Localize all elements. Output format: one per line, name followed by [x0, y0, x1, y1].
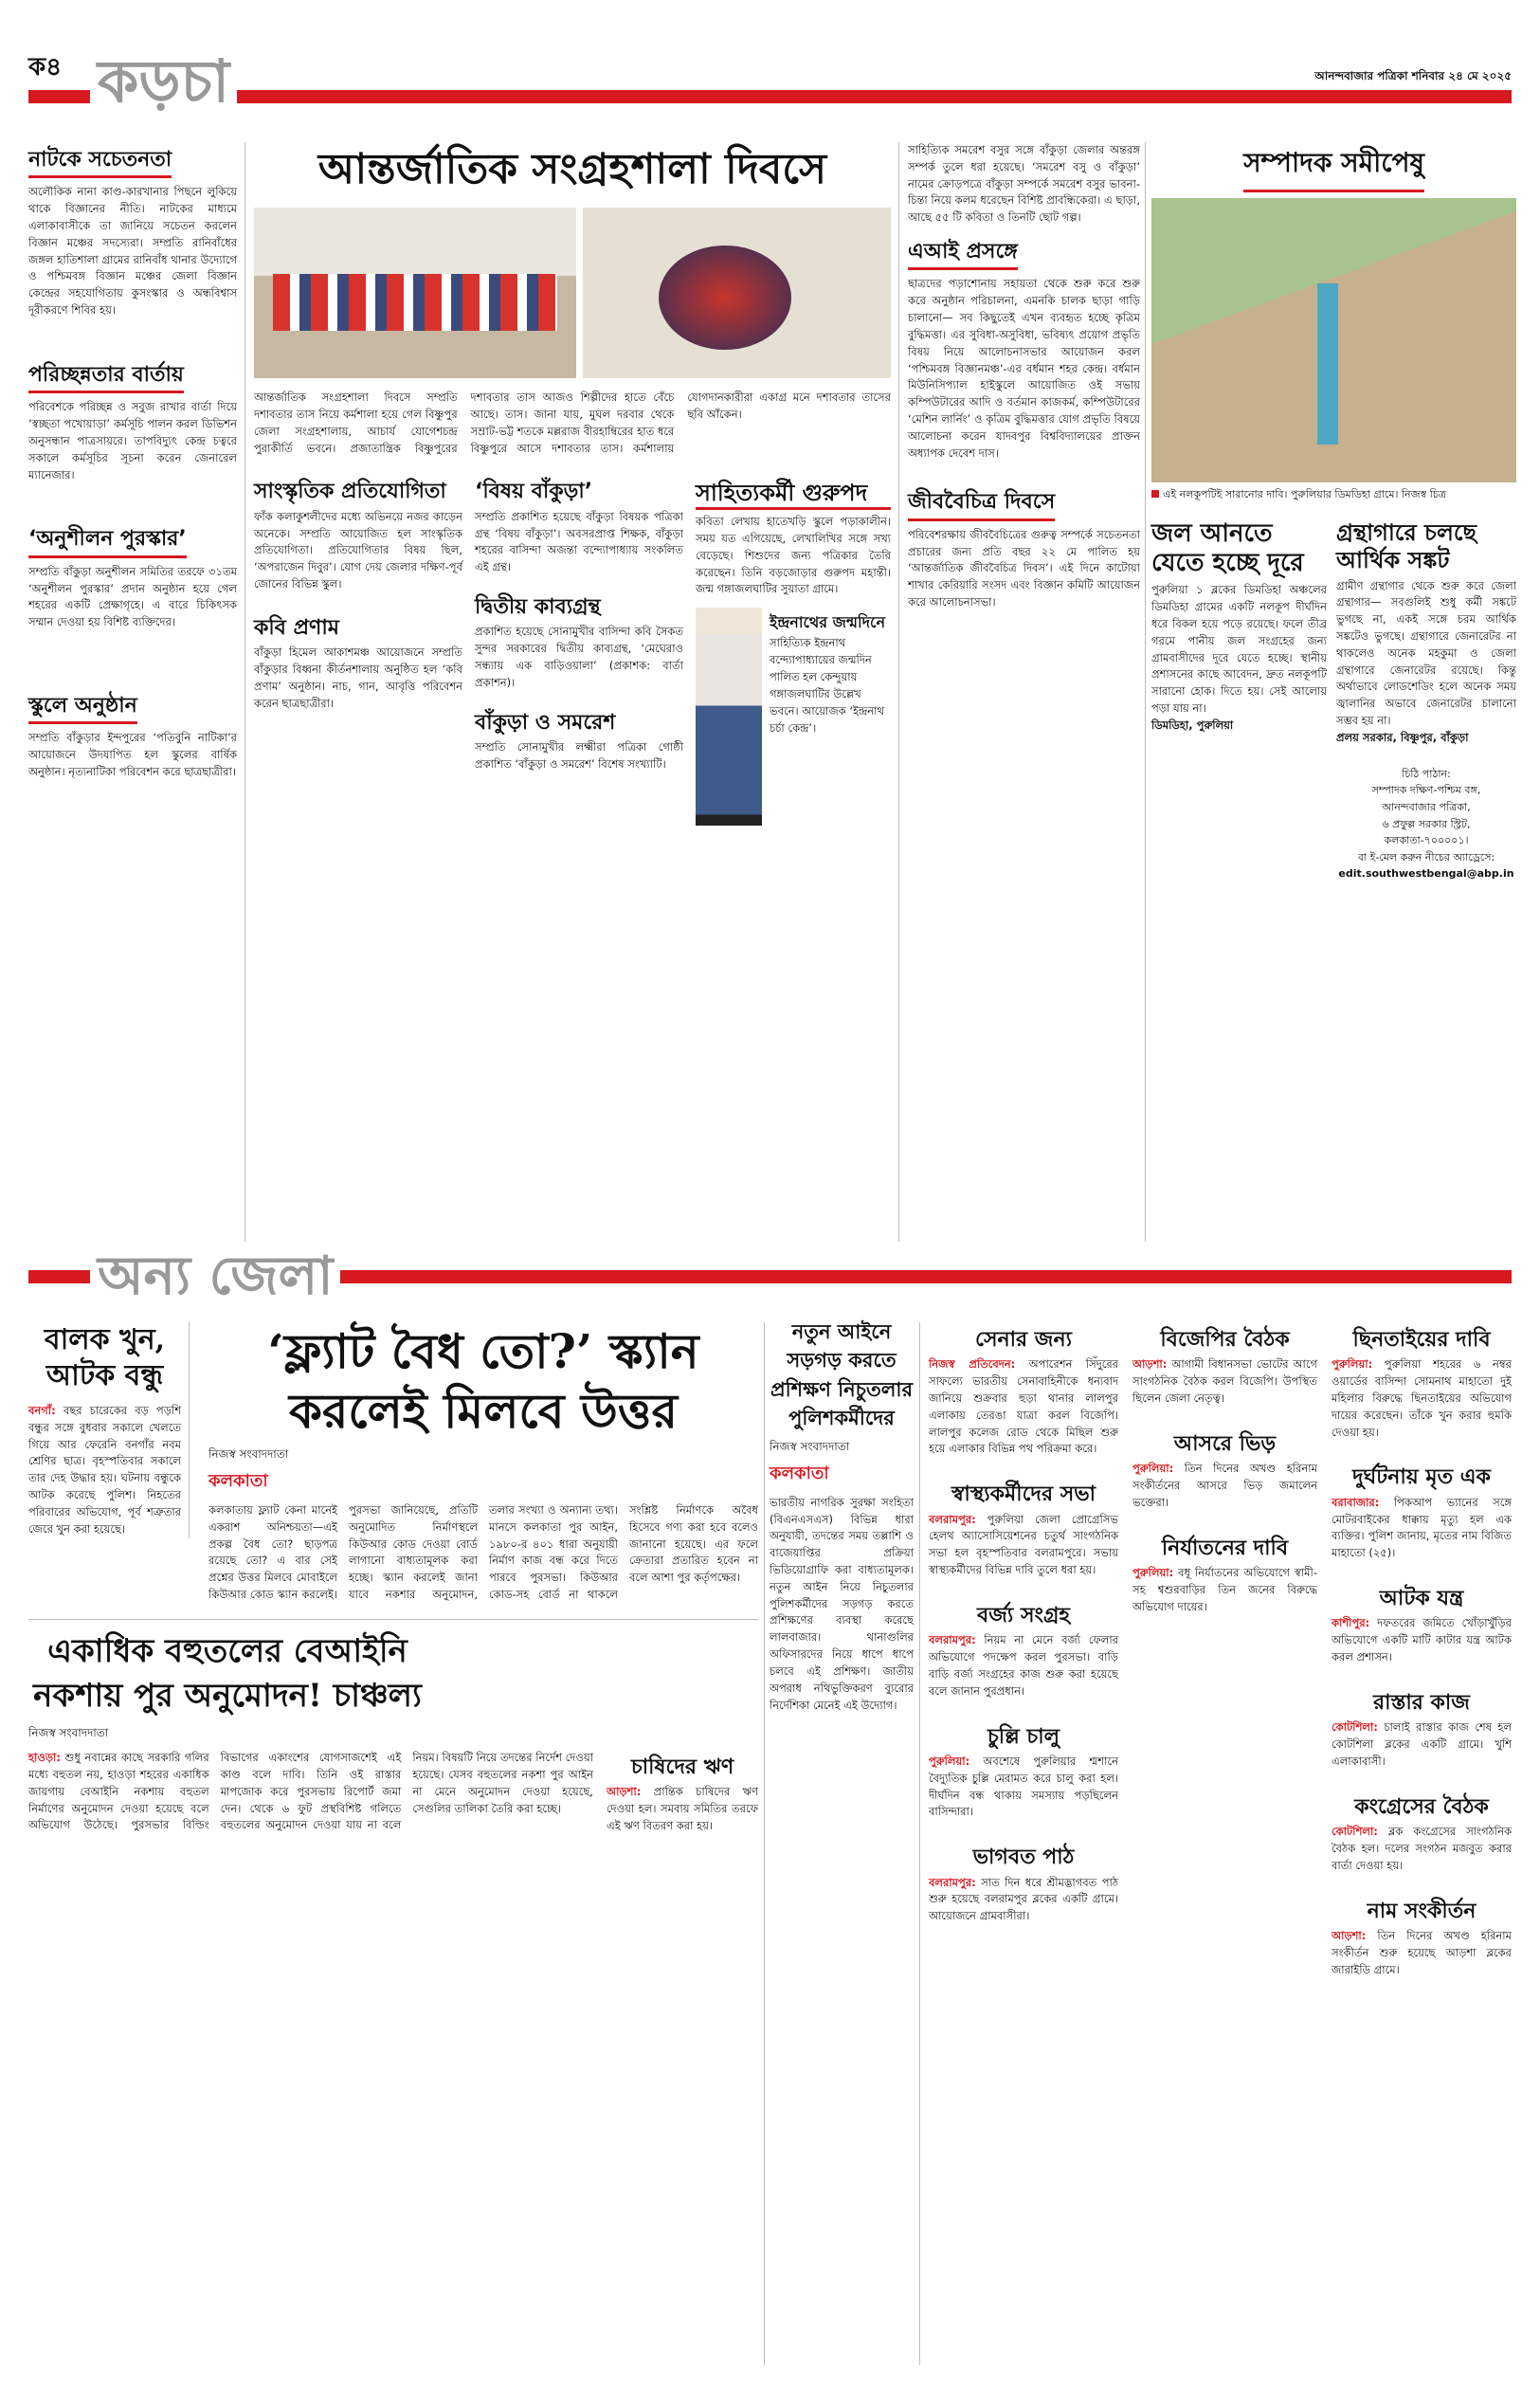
dateline: কোটশিলা: — [1332, 1825, 1378, 1839]
brief — [929, 1846, 1118, 1925]
story-title: আটক যন্ত্র — [1379, 1587, 1464, 1611]
story-title: নাটকে সচেতনতা — [28, 148, 172, 178]
dateline: হাওড়া: — [28, 1751, 61, 1765]
indranath-story — [770, 608, 891, 736]
letter-2 — [1336, 514, 1516, 882]
story-title: ইন্দ্রনাথের জন্মদিনে — [770, 613, 886, 632]
story-title: পরিচ্ছন্নতার বার্তায় — [28, 363, 184, 393]
mid-left-column — [254, 474, 462, 712]
multi-story — [28, 1619, 758, 1835]
story-title: ‘অনুশীলন পুরস্কার’ — [28, 527, 187, 557]
story-body: বছর চারেকের বড় পড়শি বন্ধুর সঙ্গে বুধবার সকালে খেলতে গিয়ে আর ফেরেনি বনগাঁর নবম শ্রেণির ছাত্র। বৃহস্পতিবার সকালে তার দেহ উদ্ধার হয়। ঘটনায় বন্ধুকে আটক করেছে পুলিশ। নিহতের পরিবারের অভিযোগ, পূর্ব শত্রুতার জেরে খুন করা হয়েছে। — [28, 1404, 181, 1536]
story-body: প্রকাশিত হয়েছে সোনামুখীর বাসিন্দা কবি সৈকত সুন্দর সরকারের দ্বিতীয় কাব্যগ্রন্থ, ‘মেঘেরাও সন্ধ্যায় এক বাড়িওয়ালা’ (প্রকাশক: বার্তা প্রকাশন)। — [475, 625, 683, 689]
story-body: ফাঁক কলাকুশলীদের মধ্যে অভিনয়ে নজর কাড়েন অনেকে। সম্প্রতি আয়োজিত হল সাংস্কৃতিক প্রতিযোগিতা। প্রতিযোগিতার বিষয় ছিল, ‘অপরাজেন দিবুর’। যোগ দেয় জেলার দক্ষিণ-পূর্ব জোনের বিভিন্ন স্কুল। — [254, 509, 462, 591]
story-body: পুরুলিয়া শহরের ৬ নম্বর ওয়ার্ডের বাসিন্দা সোমনাথ মাহাতো দুই মহিলার বিরুদ্ধে ছিনতাইয়ের অভিযোগ দায়ের করেছেন। তাঁকে খুন করার হুমকি দেওয়া হয়। — [1332, 1357, 1513, 1439]
multi-body — [28, 1750, 593, 1834]
story-body: আগামী বিধানসভা ভোটের আগে সাংগঠনিক বৈঠক করল বিজেপি। উপস্থিত ছিলেন জেলা নেতৃত্ব। — [1132, 1357, 1318, 1406]
story-body: সাহিত্যিক ইন্দ্রনাথ বন্দ্যোপাধ্যায়ের জন্মদিন পালিত হল কেন্দুয়ায় গঙ্গাজলঘাটির উল্লেখ ভবনে। আয়োজক ‘ইন্দ্রনাথ চর্চা কেন্দ্র’। — [770, 636, 884, 735]
brief — [929, 1482, 1118, 1579]
brief — [1332, 1900, 1512, 1979]
story-title: ‘ফ্ল্যাট বৈধ তো?’ স্ক্যান করলেই মিলবে উত্তর — [267, 1323, 699, 1439]
letter-title: জল আনতে যেতে হচ্ছে দূরে — [1151, 519, 1304, 578]
send-letters-box — [1336, 766, 1516, 882]
brief — [1332, 1328, 1512, 1441]
dateline: কোটশিলা: — [1332, 1720, 1378, 1735]
story-body: সম্প্রতি সোনামুখীর লক্ষ্মীরা পত্রিকা গোষ্ঠী প্রকাশিত ‘বাঁকুড়া ও সমরেশ’ বিশেষ সংখ্যাটি। — [475, 740, 683, 771]
story-body: সম্প্রতি বাঁকুড়ার ইন্দপুরের ‘পতিবুনি নাটিকা’র আয়োজনে উদযাপিত হল স্কুলের বার্ষিক অনুষ্ঠান। নৃত্যনাটিকা পরিবেশন করে ছাত্রছাত্রীরা। — [28, 731, 237, 778]
story-title: স্বাস্থ্যকর্মীদের সভা — [951, 1482, 1096, 1507]
header-rule — [28, 90, 1512, 103]
story-title: ভাগবত পাঠ — [972, 1846, 1075, 1870]
story-title: বর্জ্য সংগ্রহ — [976, 1603, 1070, 1627]
brief — [929, 1328, 1118, 1458]
dateline: কলকাতা — [208, 1471, 268, 1491]
address-line: আনন্দবাজার পত্রিকা, — [1382, 800, 1471, 813]
story-title: নতুন আইনে সড়গড় করতে প্রশিক্ষণ নিচুতলার পুলিশকর্মীদের — [770, 1319, 914, 1430]
story-body: দফতরের জমিতে খোঁড়াখুঁড়ির অভিযোগে একটি মাটি কাটার যন্ত্র আটক করল প্রশাসন। — [1332, 1616, 1512, 1664]
story-title: স্কুলে অনুষ্ঠান — [28, 694, 137, 724]
handpump-photo — [1151, 198, 1516, 482]
brief — [1332, 1587, 1512, 1666]
story-body: চালাই রাস্তার কাজ শেষ হল কোটশিলা ব্লকের একটি গ্রামে। খুশি এলাকাবাসী। — [1332, 1720, 1513, 1768]
story-body: তিন দিনের অখণ্ড হরিনাম সংকীর্তন শুরু হয়েছে আড়শা ব্লকের জারাইডি গ্রামে। — [1332, 1928, 1512, 1976]
gurupada-photo — [696, 608, 762, 826]
byline: নিজস্ব সংবাদদাতা — [770, 1439, 850, 1453]
mid-center-column — [475, 474, 683, 773]
story-body: শুধু নবান্নের কাছে সরকারি গলির মধ্যে বহুতল নয়, হাওড়া শহরের একাধিক জায়গায় বেআইনি নকশায় বহুতল নির্মাণের অনুমোদন দেওয়া হয়েছে বলে অভিযোগ উঠেছে। পুরসভার বিল্ডিং বিভাগের একাংশের যোগসাজশেই এই কাণ্ড বলে দাবি। তিনি ওই রাস্তার মাপজোক করে পুরসভায় রিপোর্ট জমা দেন। থেকে ৬ ফুট প্রস্থবিশিষ্ট গলিতে বহুতলের অনুমোদন দেওয়া যায় না বলে নিয়ম। বিষয়টি নিয়ে তদন্তের নির্দেশ দেওয়া হয়েছে। যেসব বহুতলের নকশা পুর আইন না মেনে অনুমোদন দেওয়া হয়েছে, সেগুলির তালিকা তৈরি করা হচ্ছে। — [28, 1751, 593, 1832]
brief — [929, 1725, 1118, 1822]
story-body: কলকাতায় ফ্ল্যাট কেনা মানেই একরাশ অনিশ্চয়তা—এই প্রকল্প বৈধ তো? ছাড়পত্র রয়েছে তো? এ বার সেই প্রশ্নের উত্তর মিলবে মোবাইলে কিউআর কোড স্ক্যান করলেই। পুরসভা জানিয়েছে, প্রতিটি অনুমোদিত নির্মাণস্থলে কিউআর কোড দেওয়া বোর্ড লাগানো বাধ্যতামূলক করা হচ্ছে। স্ক্যান করলেই জানা যাবে নকশার অনুমোদন, তলার সংখ্যা ও অন্যান্য তথ্য। মানসে কলকাতা পুর আইন, ১৯৮০-র ৪০১ ধারা অনুযায়ী নির্মাণ কাজ বন্ধ করে দিতে পারবে পুরসভা। কিউআর কোড-সহ বোর্ড না থাকলে সংশ্লিষ্ট নির্মাণকে অবৈধ হিসেবে গণ্য করা হবে বলেও জানানো হয়েছে। এর ফলে ক্রেতারা প্রতারিত হবেন না বলে আশা পুর কর্তৃপক্ষের। — [208, 1503, 758, 1602]
briefs-column-c — [1332, 1322, 1512, 2003]
story-body: পুরুলিয়া জেলা প্রোগ্রেসিভ হেলথ অ্যাসোসিয়েশনের চতুর্থ সাংগঠনিক সভা হল বৃহস্পতিবার বলরামপুরে। সভায় স্বাস্থ্যকর্মীদের বিভিন্ন দাবি তুলে ধরা হয়। — [929, 1512, 1119, 1577]
museum-photo-painting — [583, 208, 891, 378]
story-title: দুর্ঘটনায় মৃত এক — [1352, 1465, 1491, 1490]
dateline: আড়শা: — [1132, 1357, 1168, 1372]
address-line: বা ই-মেল করুন নীচের অ্যাড্রেসে: — [1357, 850, 1495, 864]
address-line: সম্পাদক দক্ষিণ-পশ্চিম বঙ্গ, — [1371, 784, 1481, 797]
brief — [1132, 1536, 1317, 1616]
page-number: ক৪ — [28, 53, 63, 82]
letters-heading: সম্পাদক সমীপেষু — [1243, 142, 1424, 192]
send-title: চিঠি পাঠান: — [1402, 767, 1451, 780]
brief — [929, 1604, 1118, 1700]
masthead-date — [1314, 68, 1512, 87]
story-title: দ্বিতীয় কাব্যগ্রন্থ — [475, 595, 601, 620]
story-title: চুল্লি চালু — [987, 1724, 1060, 1749]
brief — [1132, 1432, 1317, 1512]
section-logo: কড়চা — [90, 52, 237, 111]
story-body: ভারতীয় নাগরিক সুরক্ষা সংহিতা (বিএনএসএস) বিভিন্ন ধারা অনুযায়ী, তদন্তের সময় তল্লাশি ও বাজেয়াপ্তির প্রক্রিয়া ভিডিয়োগ্রাফি করা বাধ্যতামূলক। নতুন আইন নিয়ে নিচুতলার পুলিশকর্মীদের সড়গড় করতে প্রশিক্ষণের ব্যবস্থা করেছে লালবাজার। থানাগুলির অফিসারদের নিয়ে ধাপে ধাপে চলবে এই প্রশিক্ষণ। জাতীয় অপরাধ নথিভুক্তিকরণ ব্যুরোর নির্দেশিকা মেনেই এই উদ্যোগ। — [770, 1495, 914, 1712]
dateline: পুরুলিয়া: — [1132, 1566, 1174, 1580]
story-title: ছিনতাইয়ের দাবি — [1352, 1328, 1491, 1352]
story-title: চাষিদের ঋণ — [630, 1755, 734, 1780]
letter-body: গ্রামীণ গ্রন্থাগার থেকে শুরু করে জেলা গ্রন্থাগার— সবগুলিই শুধু কর্মী সঙ্কটে ভুগছে না, একই সঙ্গে চরম আর্থিক সঙ্কটেও ভুগছে। গ্রন্থাগারে জেনারেটর না থাকলেও অনেক মহকুমা ও জেলা গ্রন্থাগারে জেনারেটর রয়েছে। কিন্তু অর্থাভাবে লোডশেডিং হলে অনেক সময় জ্বালানির অভাবে জেনারেটর চালানো সম্ভব হয় না। — [1336, 578, 1516, 728]
letter-sign: প্রলয় সরকার, বিষ্ণুপুর, বাঁকুড়া — [1336, 730, 1469, 744]
brief — [1332, 1691, 1512, 1771]
boy-story — [28, 1322, 190, 1538]
museum-photo-group — [254, 208, 576, 378]
letter-title: গ্রন্থাগারে চলছে আর্থিক সঙ্কট — [1336, 519, 1477, 573]
brief — [1332, 1465, 1512, 1562]
museum-headline: আন্তর্জাতিক সংগ্রহশালা দিবসে — [317, 145, 827, 193]
feature-body: কবিতা লেখায় হাতেখড়ি স্কুলে পড়াকালীন। সময় যত এগিয়েছে, লেখালিখির সঙ্গে সখ্য বেড়েছে। শিশুদের জন্য পত্রিকার তৈরি করেছেন। তিনি বড়জোড়ার গুরুপদ মহান্তী। জন্ম গঙ্গাজলঘাটির সুয়াতা গ্রামে। — [696, 515, 891, 596]
flat-story — [208, 1322, 758, 1604]
photo-caption: এই নলকূপটিই সারানোর দাবি। পুরুলিয়ার ডিমডিহা গ্রামে। নিজস্ব চিত্র — [1151, 486, 1516, 504]
story-title: কবি প্রণাম — [254, 615, 339, 640]
museum-area — [254, 142, 891, 826]
story — [28, 142, 237, 319]
story-body: ছাত্রদের পড়াশোনায় সহায়তা থেকে শুরু করে শুরু করে অনুষ্ঠান পরিচালনা, এমনকি চালক ছাড়া গাড়ি চালানো— সব কিছুতেই এখন ব্যবহৃত হচ্ছে কৃত্রিম বুদ্ধিমত্তা। এর সুবিধা-অসুবিধা, ভবিষ্যৎ প্রয়োগ প্রভৃতি বিষয় নিয়ে আলোচনাসভার আয়োজন করল ‘পশ্চিমবঙ্গ বিজ্ঞানমঞ্চ’-এর বর্ধমান শহর কেন্দ্র। বর্ধমান মিউনিসিপ্যাল হাইস্কুলে আয়োজিত ওই সভায় কম্পিউটারের আদি ও বর্তমান কাজকর্ম, কম্পিউটারের ‘মেশিন লার্নিং’ ও কৃত্রিম বুদ্ধিমত্তার যোগ প্রভৃতি বিষয়ে আলোচনা করেন যাদবপুর বিশ্ববিদ্যালয়ের প্রাক্তন অধ্যাপক দেবেশ দাস। — [908, 277, 1140, 460]
story — [28, 521, 237, 631]
story-title: ‘বিষয় বাঁকুড়া’ — [475, 480, 593, 504]
story-title: কংগ্রেসের বৈঠক — [1354, 1794, 1489, 1819]
story-title: আসরে ভিড় — [1173, 1431, 1277, 1456]
dateline: বরাবাজার: — [1332, 1495, 1380, 1509]
dateline: বনগাঁ: — [28, 1404, 56, 1417]
briefs-column-b — [1132, 1322, 1317, 1640]
police-story — [770, 1318, 914, 1714]
story-body: তিন দিনের অখণ্ড হরিনাম সংকীর্তনের আসরে ভিড় জমালেন ভক্তেরা। — [1132, 1462, 1317, 1509]
byline: নিজস্ব সংবাদদাতা — [28, 1726, 109, 1740]
brief — [1132, 1328, 1317, 1408]
dateline: বলরামপুর: — [929, 1875, 976, 1889]
samaresh-text: সাহিত্যিক সমরেশ বসুর সঙ্গে বাঁকুড়া জেলার অন্তরঙ্গ সম্পর্ক তুলে ধরা হয়েছে। ‘সমরেশ বসু ও বাঁকুড়া’ নামের ক্রোড়পত্রে বাঁকুড়া সম্পর্কে সমরেশ বসুর ভাবনা-চিন্তা নিয়ে কলম ধরেছেন বিশিষ্ট প্রাবন্ধিকেরা। এ ছাড়া, আছে ৫৫ টি কবিতা ও তিনটি ছোট গল্প। — [908, 143, 1140, 225]
story-title: বিজেপির বৈঠক — [1160, 1328, 1290, 1352]
story-title: বালক খুন, আটক বন্ধু — [44, 1323, 166, 1392]
masthead: আনন্দবাজার পত্রিকা — [1314, 69, 1408, 82]
story-title: এআই প্রসঙ্গে — [908, 240, 1018, 270]
story-body: অপারেশন সিঁদুরের সাফল্যে ভারতীয় সেনাবাহিনীকে ধন্যবাদ জানিয়ে শুক্রবার হুড়া থানার লালপুর এলাকায় তেরঙা যাত্রা করল বিজেপি। লালপুর কলেজ রোড থেকে মিছিল শুরু হয়ে এলাকার বিভিন্ন পথ পরিক্রমা করে। — [929, 1357, 1119, 1456]
story-body: সম্প্রতি বাঁকুড়া অনুশীলন সমিতির তরফে ৩১তম ‘অনুশীলন পুরস্কার’ প্রদান অনুষ্ঠান হয়ে গেল শহরের একটি প্রেক্ষাগৃহে। এ বারে চিকিৎসক সম্মান দেওয়া হয় বিশিষ্ট ব্যক্তিদের। — [28, 564, 237, 629]
story-body: পিকআপ ভ্যানের সঙ্গে মোটরবাইকের ধাক্কায় মৃত্যু হল এক ব্যক্তির। পুলিশ জানায়, মৃতের নাম বিজিত মাহাতো (২৫)। — [1332, 1495, 1513, 1560]
story-title: রাস্তার কাজ — [1373, 1690, 1470, 1715]
story-title: জীববৈচিত্র দিবসে — [908, 490, 1055, 520]
letter-body: পুরুলিয়া ১ ব্লকের ডিমডিহা অঞ্চলের ডিমডিহা গ্রামের একটি নলকূপ দীর্ঘদিন ধরে বিকল হয়ে পড়ে রয়েছে। ফলে তীব্র গরমে পানীয় জল সংগ্রহের জন্য গ্রামবাসীদের দূরে যেতে হচ্ছে। স্থানীয় প্রশাসনের কাছে আবেদন, দ্রুত নলকূপটি সারানো হোক। দিতে হয়। সেই আলোয় পড়া যায় না। — [1151, 583, 1327, 716]
dateline: আড়শা: — [1332, 1928, 1367, 1942]
date: শনিবার ২৪ মে ২০২৫ — [1411, 69, 1512, 82]
dateline: পুরুলিয়া: — [929, 1754, 970, 1768]
section-other-districts: অন্য জেলা — [90, 1249, 340, 1302]
dateline: আড়শা: — [607, 1785, 642, 1799]
address-line: ৬ প্রফুল্ল সরকার স্ট্রিট, — [1382, 817, 1471, 830]
dateline: পুরুলিয়া: — [1132, 1462, 1174, 1476]
story-body: অবশেষে পুরুলিয়ার শ্মশানে বৈদ্যুতিক চুল্লি মেরামত করে চালু করা হল। দীর্ঘদিন বন্ধ থাকায় সমস্যায় পড়ছিলেন বাসিন্দারা। — [929, 1754, 1118, 1819]
dateline: কাশীপুর: — [1332, 1616, 1370, 1630]
dateline: বলরামপুর: — [929, 1633, 976, 1647]
address-line: কলকাতা-৭০০০০১। — [1384, 834, 1469, 847]
story-body: সাত দিন ধরে শ্রীমদ্ভাগবত পাঠ শুরু হয়েছে বলরামপুর ব্লকের একটি গ্রামে। আয়োজনে গ্রামবাসীরা। — [929, 1875, 1118, 1923]
story-body: পরিবেশকে পরিচ্ছন্ন ও সবুজ রাখার বার্তা দিয়ে ‘স্বচ্ছতা পখোয়াড়া’ কর্মসূচি পালন করল ডিভিশন অনুসন্ধান পাত্রসায়রে। তাপবিদ্যুৎ কেন্দ্র চত্বরে সকালে কর্মসূচির সূচনা করেন জেনারেল ম্যানেজার। — [28, 400, 237, 482]
story-title: নাম সংকীর্তন — [1367, 1899, 1477, 1923]
story-body: নিয়ম না মেনে বর্জ্য ফেলার অভিযোগে পদক্ষেপ করল পুরসভা। বাড়ি বাড়ি বর্জ্য সংগ্রহের কাজ শুরু করা হয়েছে বলে জানান পুরপ্রধান। — [929, 1633, 1118, 1698]
dateline: বলরামপুর: — [929, 1512, 976, 1526]
story-body: ব্লক কংগ্রেসের সাংগঠনিক বৈঠক হল। দলের সংগঠন মজবুত করার বার্তা দেওয়া হয়। — [1332, 1825, 1512, 1872]
brief — [1332, 1795, 1512, 1875]
briefs-column-a — [929, 1322, 1118, 1950]
story-body: প্রান্তিক চাষিদের ঋণ দেওয়া হল। সমবায় সমিতির তরফে এই ঋণ বিতরণ করা হয়। — [607, 1785, 759, 1833]
letters-area — [1151, 142, 1516, 882]
story-body: বধূ নির্যাতনের অভিযোগে স্বামী-সহ শ্বশুরবাড়ির তিন জনের বিরুদ্ধে অভিযোগ দায়ের। — [1132, 1566, 1317, 1613]
story-title: সাংস্কৃতিক প্রতিযোগিতা — [254, 480, 446, 504]
story-title: বাঁকুড়া ও সমরেশ — [475, 710, 616, 735]
story-title: একাধিক বহুতলের বেআইনি নকশায় পুর অনুমোদন! চাঞ্চল্য — [33, 1631, 422, 1716]
byline: নিজস্ব সংবাদদাতা — [208, 1447, 289, 1461]
gurupada-feature — [696, 474, 891, 826]
dateline: কলকাতা — [770, 1463, 829, 1483]
letter-sign: ডিমডিহা, পুরুলিয়া — [1151, 718, 1234, 732]
letter-1 — [1151, 514, 1327, 735]
story — [28, 357, 237, 483]
story-body: বাঁকুড়া হিমেল আকাশমঞ্চ আয়োজনে সম্প্রতি বাঁকুড়ার বিধ্বনা কীর্তনশালায় অনুষ্ঠিত হল ‘কবি প্রণাম’ অনুষ্ঠান। নাচ, গান, আবৃত্তি পরিবেশন করেন ছাত্রছাত্রীরা। — [254, 646, 462, 710]
letters-title — [1151, 142, 1516, 198]
story-body: পরিবেশরক্ষায় জীববৈচিত্রের গুরুত্ব সম্পর্কে সচেতনতা প্রচারের জন্য প্রতি বছর ২২ মে পালিত হয় ‘আন্তর্জাতিক জীববৈচিত্র দিবস’। এই দিনে কাটোয়া শাখার কেরিয়ারি সংসদ এবং বিজ্ঞান কমিটি আয়োজন করে আলোচনাসভা। — [908, 527, 1140, 609]
bottom-left-block — [28, 1322, 758, 1835]
story-title: সেনার জন্য — [975, 1328, 1072, 1352]
column-3 — [908, 142, 1140, 611]
feature-title: সাহিত্যকর্মী গুরুপদ — [696, 480, 891, 510]
email-link[interactable]: edit.southwestbengal@abp.in — [1338, 867, 1514, 881]
left-column — [28, 142, 237, 781]
loan-story — [607, 1750, 758, 1835]
story — [28, 688, 237, 781]
story-body: অলৌকিক নানা কাণ্ড-কারখানার পিছনে লুকিয়ে থাকে বিজ্ঞানের নীতি। নাটকের মাধ্যমে এলাকাবাসীকে তা জানিয়ে সচেতন করলেন বিজ্ঞান মঞ্চের সদস্যেরা। সম্প্রতি রানিবাঁধের জঙ্গল হাতিশালা গ্রামের রানিবাঁধ থানার উদ্যোগে ও পশ্চিমবঙ্গ বিজ্ঞান মঞ্চের জেলা বিজ্ঞান কেন্দ্রের সহযোগিতায় কুসংস্কার ও অন্ধবিশ্বাস দূরীকরণে শিবির হয়। — [28, 185, 237, 318]
museum-body: আন্তর্জাতিক সংগ্রহশালা দিবসে সম্প্রতি দশাবতার তাস নিয়ে কর্মশালা হয়ে গেল বিষ্ণুপুর জেলা সংগ্রহশালায়, আচার্য যোগেশচন্দ্র পুরাকীর্তি ভবনে। প্রজাতান্ত্রিক বিষ্ণুপুরের দশাবতার তাস আজও শিল্পীদের হাতে বেঁচে আছে। তাস। জানা যায়, মুঘল দরবার থেকে সম্রাট-ভট্ট শতকে মল্লরাজ বীরহাম্বিরের হাত ধরে বিষ্ণুপুরে আসে দশাবতার তাস। কর্মশালায় যোগদানকারীরা একাগ্র মনে দশাবতার তাসের ছবি আঁকেন। — [254, 391, 891, 455]
dateline: পুরুলিয়া: — [1332, 1357, 1373, 1372]
story-title: নির্যাতনের দাবি — [1161, 1536, 1289, 1560]
story-body: সম্প্রতি প্রকাশিত হয়েছে বাঁকুড়া বিষয়ক পত্রিকা গ্রন্থ ‘বিষয় বাঁকুড়া’। অবসরপ্রাপ্ত শিক্ষক, বাঁকুড়া শহরের বাসিন্দা অজন্তা বন্দ্যোপাধ্যায় সংকলিত এই গ্রন্থ। — [475, 509, 683, 574]
dateline: নিজস্ব প্রতিবেদন: — [929, 1357, 1016, 1372]
